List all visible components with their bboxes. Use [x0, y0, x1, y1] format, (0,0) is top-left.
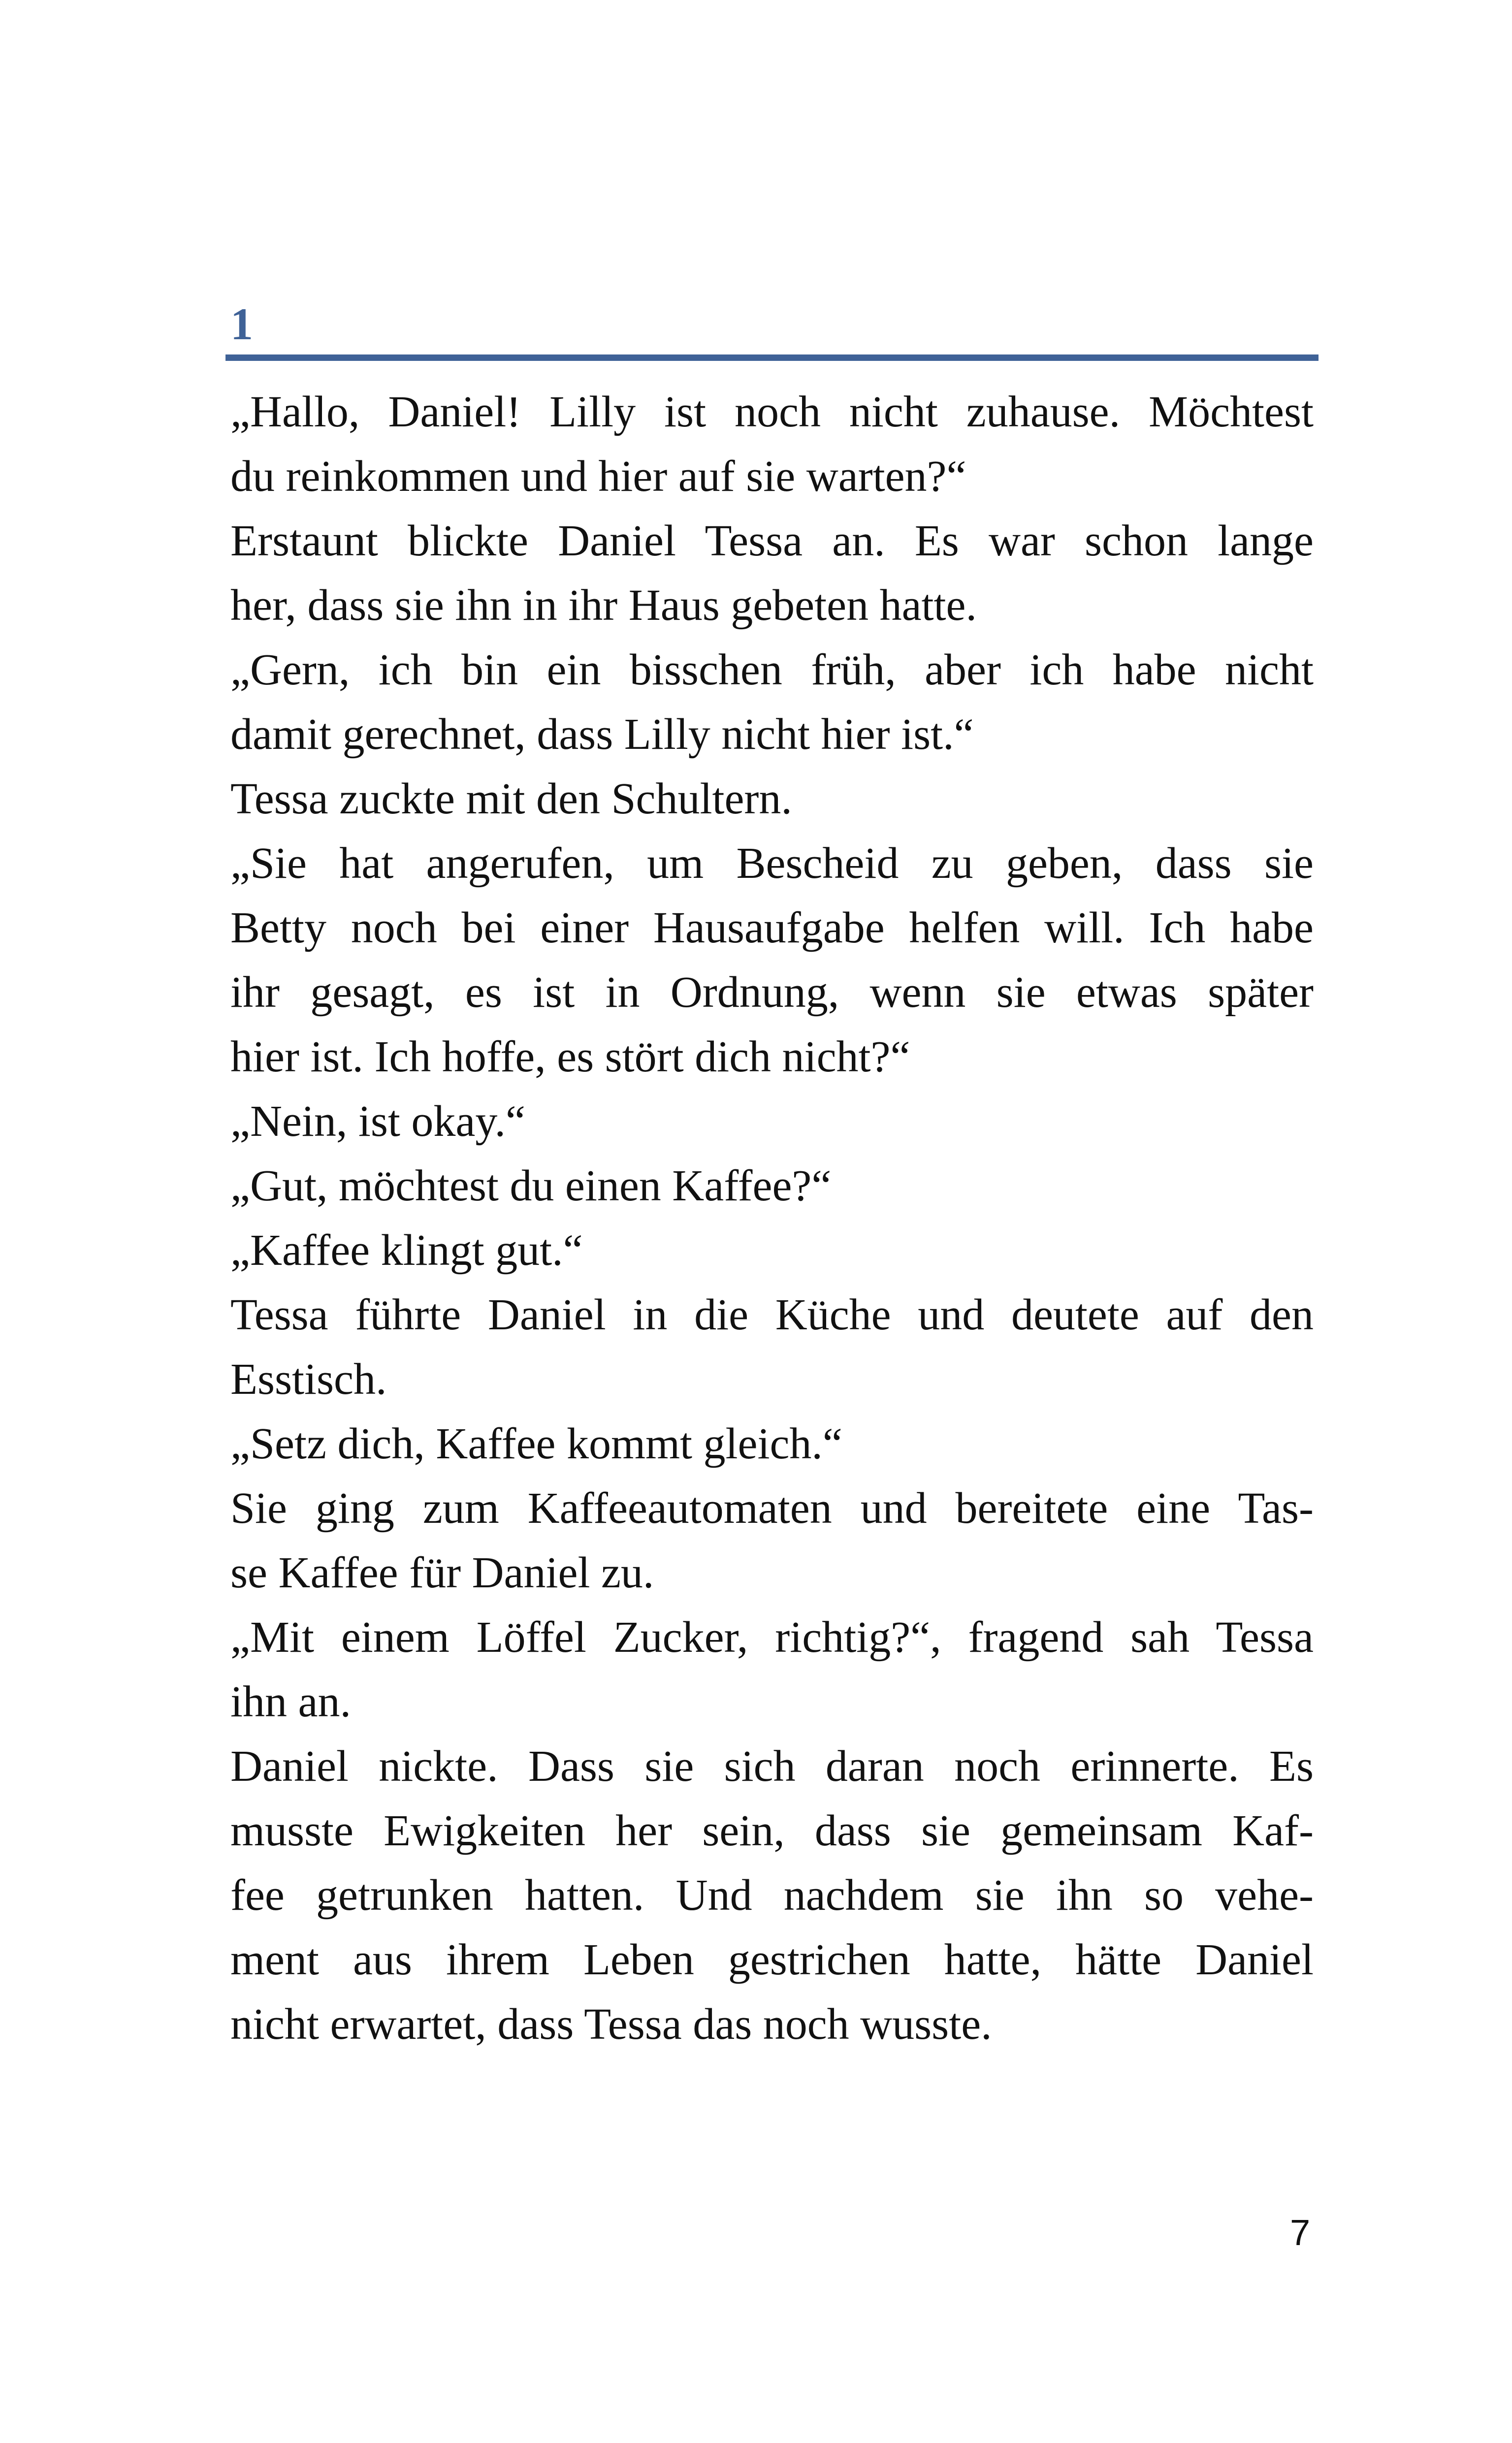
text-line: Sie ging zum Kaffeeautomaten und bereitete eine Tas- [230, 1484, 1314, 1533]
text-line: „Kaffee klingt gut.“ [230, 1226, 583, 1275]
text-line: „Gut, möchtest du einen Kaffee?“ [230, 1161, 832, 1210]
text-line: se Kaffee für Daniel zu. [230, 1548, 654, 1597]
text-line: „Nein, ist okay.“ [230, 1097, 525, 1146]
text-line: „Hallo, Daniel! Lilly ist noch nicht zuhause. Möchtest [230, 387, 1314, 436]
page-number: 7 [1290, 2212, 1311, 2253]
text-line: musste Ewigkeiten her sein, dass sie gemeinsam Kaf- [230, 1806, 1314, 1855]
text-line: ihr gesagt, es ist in Ordnung, wenn sie etwas später [230, 968, 1314, 1017]
chapter-body-text [230, 380, 1314, 2057]
text-line: Erstaunt blickte Daniel Tessa an. Es war schon lange [230, 516, 1314, 565]
text-line: fee getrunken hatten. Und nachdem sie ihn so vehe- [230, 1871, 1314, 1920]
text-line: ihn an. [230, 1677, 351, 1726]
text-line: hier ist. Ich hoffe, es stört dich nicht?“ [230, 1032, 910, 1081]
text-line: Esstisch. [230, 1355, 387, 1404]
text-line: „Mit einem Löffel Zucker, richtig?“, fragend sah Tessa [230, 1613, 1314, 1662]
text-line: Tessa zuckte mit den Schultern. [230, 774, 792, 823]
chapter-number: 1 [230, 299, 253, 349]
text-line: Daniel nickte. Dass sie sich daran noch erinnerte. Es [230, 1742, 1314, 1791]
text-line: damit gerechnet, dass Lilly nicht hier ist.“ [230, 710, 974, 759]
text-line: nicht erwartet, dass Tessa das noch wusste. [230, 2000, 992, 2049]
text-line: Tessa führte Daniel in die Küche und deutete auf den [230, 1290, 1314, 1339]
text-line: her, dass sie ihn in ihr Haus gebeten hatte. [230, 581, 977, 630]
text-line: „Setz dich, Kaffee kommt gleich.“ [230, 1419, 842, 1468]
chapter-divider [225, 354, 1319, 361]
text-line: „Gern, ich bin ein bisschen früh, aber ich habe nicht [230, 645, 1314, 694]
text-line: Betty noch bei einer Hausaufgabe helfen will. Ich habe [230, 903, 1314, 952]
text-line: „Sie hat angerufen, um Bescheid zu geben, dass sie [230, 839, 1314, 888]
text-line: du reinkommen und hier auf sie warten?“ [230, 452, 966, 501]
text-line: ment aus ihrem Leben gestrichen hatte, hätte Daniel [230, 1935, 1314, 1984]
